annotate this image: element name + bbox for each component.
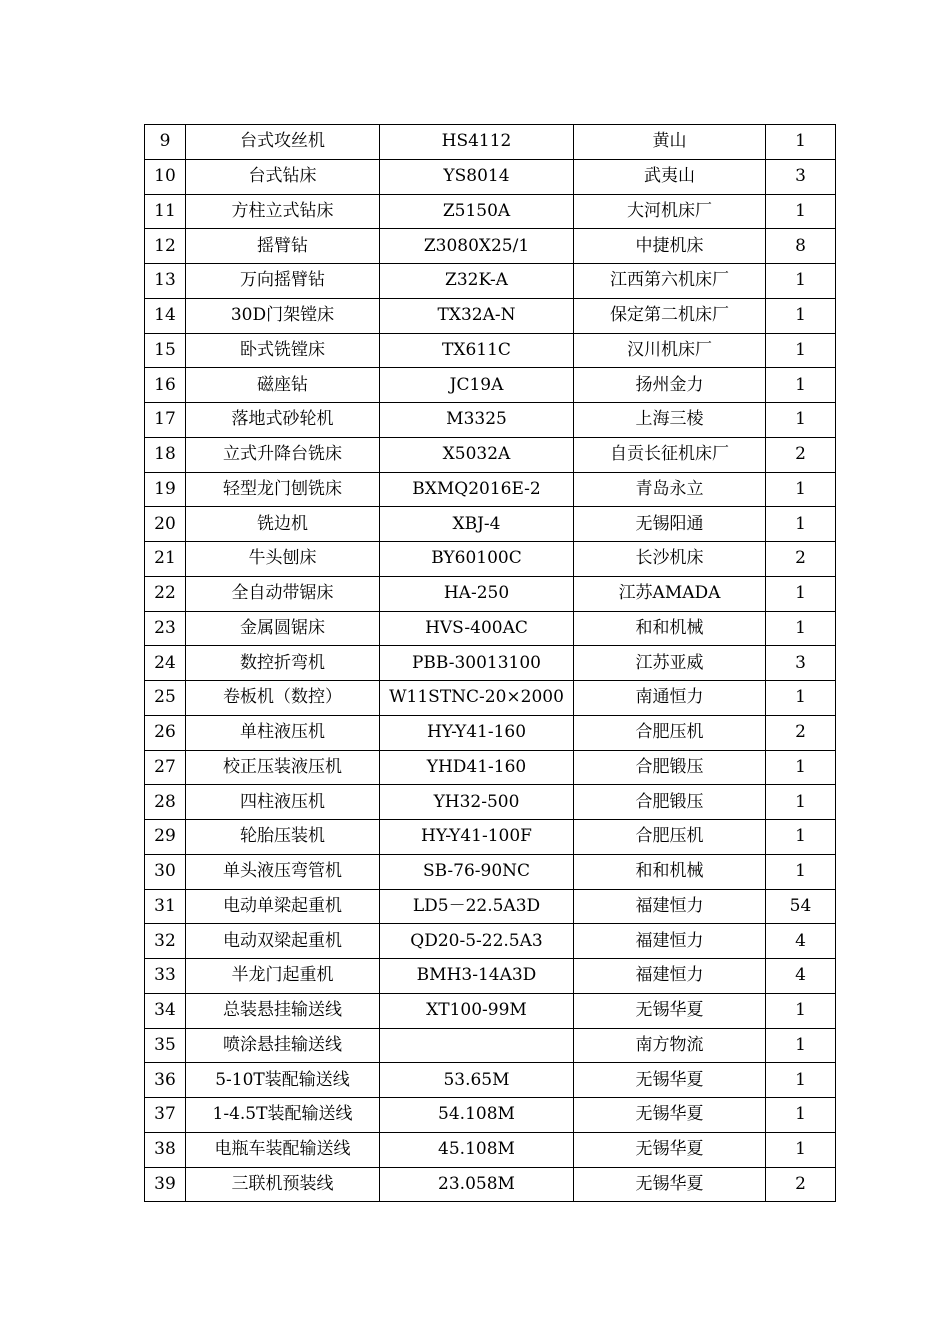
table-row: [145, 959, 836, 994]
manufacturer-cell: 南通恒力: [574, 681, 766, 716]
row-number-cell: 38: [145, 1132, 186, 1167]
quantity-cell: 1: [766, 264, 836, 299]
manufacturer-cell: 无锡华夏: [574, 1098, 766, 1133]
manufacturer-cell: 福建恒力: [574, 889, 766, 924]
table-row: [145, 264, 836, 299]
quantity-cell: 1: [766, 298, 836, 333]
equipment-name-cell: 30D门架镗床: [186, 298, 380, 333]
model-number-cell: HY-Y41-100F: [380, 820, 574, 855]
row-number-cell: 37: [145, 1098, 186, 1133]
row-number-cell: 23: [145, 611, 186, 646]
table-row: [145, 820, 836, 855]
row-number-cell: 10: [145, 159, 186, 194]
equipment-name-cell: 三联机预装线: [186, 1167, 380, 1202]
model-number-cell: YHD41-160: [380, 750, 574, 785]
model-number-cell: M3325: [380, 403, 574, 438]
manufacturer-cell: 和和机械: [574, 854, 766, 889]
manufacturer-cell: 合肥锻压: [574, 785, 766, 820]
row-number-cell: 34: [145, 993, 186, 1028]
model-number-cell: HS4112: [380, 125, 574, 160]
row-number-cell: 15: [145, 333, 186, 368]
equipment-name-cell: 轮胎压装机: [186, 820, 380, 855]
equipment-name-cell: 全自动带锯床: [186, 576, 380, 611]
model-number-cell: HVS-400AC: [380, 611, 574, 646]
table-row: [145, 298, 836, 333]
row-number-cell: 12: [145, 229, 186, 264]
equipment-name-cell: 电动双梁起重机: [186, 924, 380, 959]
row-number-cell: 25: [145, 681, 186, 716]
model-number-cell: 53.65M: [380, 1063, 574, 1098]
table-row: [145, 646, 836, 681]
manufacturer-cell: 无锡华夏: [574, 1132, 766, 1167]
row-number-cell: 39: [145, 1167, 186, 1202]
table-row: [145, 229, 836, 264]
model-number-cell: W11STNC-20×2000: [380, 681, 574, 716]
table-row: [145, 576, 836, 611]
model-number-cell: YS8014: [380, 159, 574, 194]
quantity-cell: 1: [766, 333, 836, 368]
manufacturer-cell: 江西第六机床厂: [574, 264, 766, 299]
equipment-table: [144, 124, 836, 1202]
quantity-cell: 1: [766, 611, 836, 646]
model-number-cell: 23.058M: [380, 1167, 574, 1202]
manufacturer-cell: 中捷机床: [574, 229, 766, 264]
quantity-cell: 1: [766, 1098, 836, 1133]
table-row: [145, 1028, 836, 1063]
model-number-cell: Z5150A: [380, 194, 574, 229]
row-number-cell: 26: [145, 715, 186, 750]
table-row: [145, 1167, 836, 1202]
quantity-cell: 1: [766, 194, 836, 229]
manufacturer-cell: 无锡华夏: [574, 993, 766, 1028]
manufacturer-cell: 福建恒力: [574, 924, 766, 959]
row-number-cell: 9: [145, 125, 186, 160]
row-number-cell: 13: [145, 264, 186, 299]
quantity-cell: 3: [766, 159, 836, 194]
table-row: [145, 715, 836, 750]
equipment-name-cell: 1-4.5T装配输送线: [186, 1098, 380, 1133]
table-row: [145, 611, 836, 646]
row-number-cell: 27: [145, 750, 186, 785]
table-row: [145, 1063, 836, 1098]
quantity-cell: 1: [766, 1063, 836, 1098]
manufacturer-cell: 汉川机床厂: [574, 333, 766, 368]
equipment-name-cell: 牛头刨床: [186, 542, 380, 577]
equipment-name-cell: 轻型龙门刨铣床: [186, 472, 380, 507]
equipment-name-cell: 数控折弯机: [186, 646, 380, 681]
table-row: [145, 159, 836, 194]
table-row: [145, 681, 836, 716]
row-number-cell: 33: [145, 959, 186, 994]
quantity-cell: 2: [766, 542, 836, 577]
manufacturer-cell: 保定第二机床厂: [574, 298, 766, 333]
quantity-cell: 1: [766, 507, 836, 542]
manufacturer-cell: 扬州金力: [574, 368, 766, 403]
equipment-name-cell: 总装悬挂输送线: [186, 993, 380, 1028]
table-row: [145, 750, 836, 785]
row-number-cell: 14: [145, 298, 186, 333]
row-number-cell: 35: [145, 1028, 186, 1063]
quantity-cell: 2: [766, 715, 836, 750]
manufacturer-cell: 无锡阳通: [574, 507, 766, 542]
model-number-cell: 45.108M: [380, 1132, 574, 1167]
equipment-name-cell: 电动单梁起重机: [186, 889, 380, 924]
equipment-name-cell: 电瓶车装配输送线: [186, 1132, 380, 1167]
table-row: [145, 194, 836, 229]
equipment-name-cell: 卷板机（数控）: [186, 681, 380, 716]
quantity-cell: 4: [766, 924, 836, 959]
manufacturer-cell: 黄山: [574, 125, 766, 160]
manufacturer-cell: 江苏亚威: [574, 646, 766, 681]
table-row: [145, 403, 836, 438]
model-number-cell: [380, 1028, 574, 1063]
quantity-cell: 1: [766, 1028, 836, 1063]
equipment-name-cell: 摇臂钻: [186, 229, 380, 264]
manufacturer-cell: 合肥压机: [574, 820, 766, 855]
model-number-cell: XBJ-4: [380, 507, 574, 542]
equipment-name-cell: 方柱立式钻床: [186, 194, 380, 229]
table-row: [145, 993, 836, 1028]
equipment-name-cell: 台式攻丝机: [186, 125, 380, 160]
row-number-cell: 21: [145, 542, 186, 577]
row-number-cell: 20: [145, 507, 186, 542]
model-number-cell: X5032A: [380, 437, 574, 472]
equipment-name-cell: 立式升降台铣床: [186, 437, 380, 472]
quantity-cell: 1: [766, 681, 836, 716]
model-number-cell: BXMQ2016E-2: [380, 472, 574, 507]
model-number-cell: YH32-500: [380, 785, 574, 820]
table-row: [145, 507, 836, 542]
quantity-cell: 1: [766, 576, 836, 611]
equipment-name-cell: 万向摇臂钻: [186, 264, 380, 299]
manufacturer-cell: 自贡长征机床厂: [574, 437, 766, 472]
quantity-cell: 2: [766, 1167, 836, 1202]
equipment-name-cell: 卧式铣镗床: [186, 333, 380, 368]
quantity-cell: 1: [766, 472, 836, 507]
model-number-cell: QD20-5-22.5A3: [380, 924, 574, 959]
quantity-cell: 1: [766, 125, 836, 160]
row-number-cell: 22: [145, 576, 186, 611]
equipment-name-cell: 四柱液压机: [186, 785, 380, 820]
row-number-cell: 11: [145, 194, 186, 229]
table-row: [145, 1098, 836, 1133]
quantity-cell: 54: [766, 889, 836, 924]
row-number-cell: 24: [145, 646, 186, 681]
row-number-cell: 32: [145, 924, 186, 959]
equipment-name-cell: 铣边机: [186, 507, 380, 542]
equipment-name-cell: 半龙门起重机: [186, 959, 380, 994]
table-row: [145, 333, 836, 368]
model-number-cell: TX611C: [380, 333, 574, 368]
quantity-cell: 4: [766, 959, 836, 994]
model-number-cell: TX32A-N: [380, 298, 574, 333]
manufacturer-cell: 合肥压机: [574, 715, 766, 750]
equipment-name-cell: 校正压装液压机: [186, 750, 380, 785]
manufacturer-cell: 无锡华夏: [574, 1167, 766, 1202]
manufacturer-cell: 江苏AMADA: [574, 576, 766, 611]
table-row: [145, 542, 836, 577]
quantity-cell: 1: [766, 820, 836, 855]
manufacturer-cell: 上海三棱: [574, 403, 766, 438]
manufacturer-cell: 和和机械: [574, 611, 766, 646]
equipment-name-cell: 单头液压弯管机: [186, 854, 380, 889]
equipment-table-body: [145, 125, 836, 1202]
manufacturer-cell: 长沙机床: [574, 542, 766, 577]
table-row: [145, 889, 836, 924]
quantity-cell: 1: [766, 1132, 836, 1167]
model-number-cell: PBB-30013100: [380, 646, 574, 681]
table-row: [145, 125, 836, 160]
quantity-cell: 1: [766, 368, 836, 403]
equipment-name-cell: 单柱液压机: [186, 715, 380, 750]
quantity-cell: 3: [766, 646, 836, 681]
model-number-cell: HY-Y41-160: [380, 715, 574, 750]
table-row: [145, 854, 836, 889]
quantity-cell: 1: [766, 785, 836, 820]
equipment-name-cell: 金属圆锯床: [186, 611, 380, 646]
quantity-cell: 8: [766, 229, 836, 264]
quantity-cell: 1: [766, 750, 836, 785]
row-number-cell: 30: [145, 854, 186, 889]
model-number-cell: JC19A: [380, 368, 574, 403]
manufacturer-cell: 南方物流: [574, 1028, 766, 1063]
model-number-cell: LD5－22.5A3D: [380, 889, 574, 924]
row-number-cell: 36: [145, 1063, 186, 1098]
equipment-name-cell: 5-10T装配输送线: [186, 1063, 380, 1098]
manufacturer-cell: 青岛永立: [574, 472, 766, 507]
row-number-cell: 16: [145, 368, 186, 403]
manufacturer-cell: 武夷山: [574, 159, 766, 194]
model-number-cell: Z32K-A: [380, 264, 574, 299]
model-number-cell: 54.108M: [380, 1098, 574, 1133]
row-number-cell: 31: [145, 889, 186, 924]
equipment-name-cell: 磁座钻: [186, 368, 380, 403]
quantity-cell: 1: [766, 854, 836, 889]
row-number-cell: 17: [145, 403, 186, 438]
row-number-cell: 19: [145, 472, 186, 507]
manufacturer-cell: 合肥锻压: [574, 750, 766, 785]
table-row: [145, 368, 836, 403]
row-number-cell: 28: [145, 785, 186, 820]
table-row: [145, 785, 836, 820]
quantity-cell: 1: [766, 993, 836, 1028]
manufacturer-cell: 无锡华夏: [574, 1063, 766, 1098]
model-number-cell: SB-76-90NC: [380, 854, 574, 889]
quantity-cell: 2: [766, 437, 836, 472]
model-number-cell: BMH3-14A3D: [380, 959, 574, 994]
quantity-cell: 1: [766, 403, 836, 438]
model-number-cell: XT100-99M: [380, 993, 574, 1028]
table-row: [145, 472, 836, 507]
row-number-cell: 18: [145, 437, 186, 472]
model-number-cell: Z3080X25/1: [380, 229, 574, 264]
table-row: [145, 1132, 836, 1167]
table-row: [145, 437, 836, 472]
model-number-cell: HA-250: [380, 576, 574, 611]
table-row: [145, 924, 836, 959]
row-number-cell: 29: [145, 820, 186, 855]
model-number-cell: BY60100C: [380, 542, 574, 577]
equipment-name-cell: 喷涂悬挂输送线: [186, 1028, 380, 1063]
equipment-name-cell: 台式钻床: [186, 159, 380, 194]
equipment-name-cell: 落地式砂轮机: [186, 403, 380, 438]
manufacturer-cell: 福建恒力: [574, 959, 766, 994]
manufacturer-cell: 大河机床厂: [574, 194, 766, 229]
